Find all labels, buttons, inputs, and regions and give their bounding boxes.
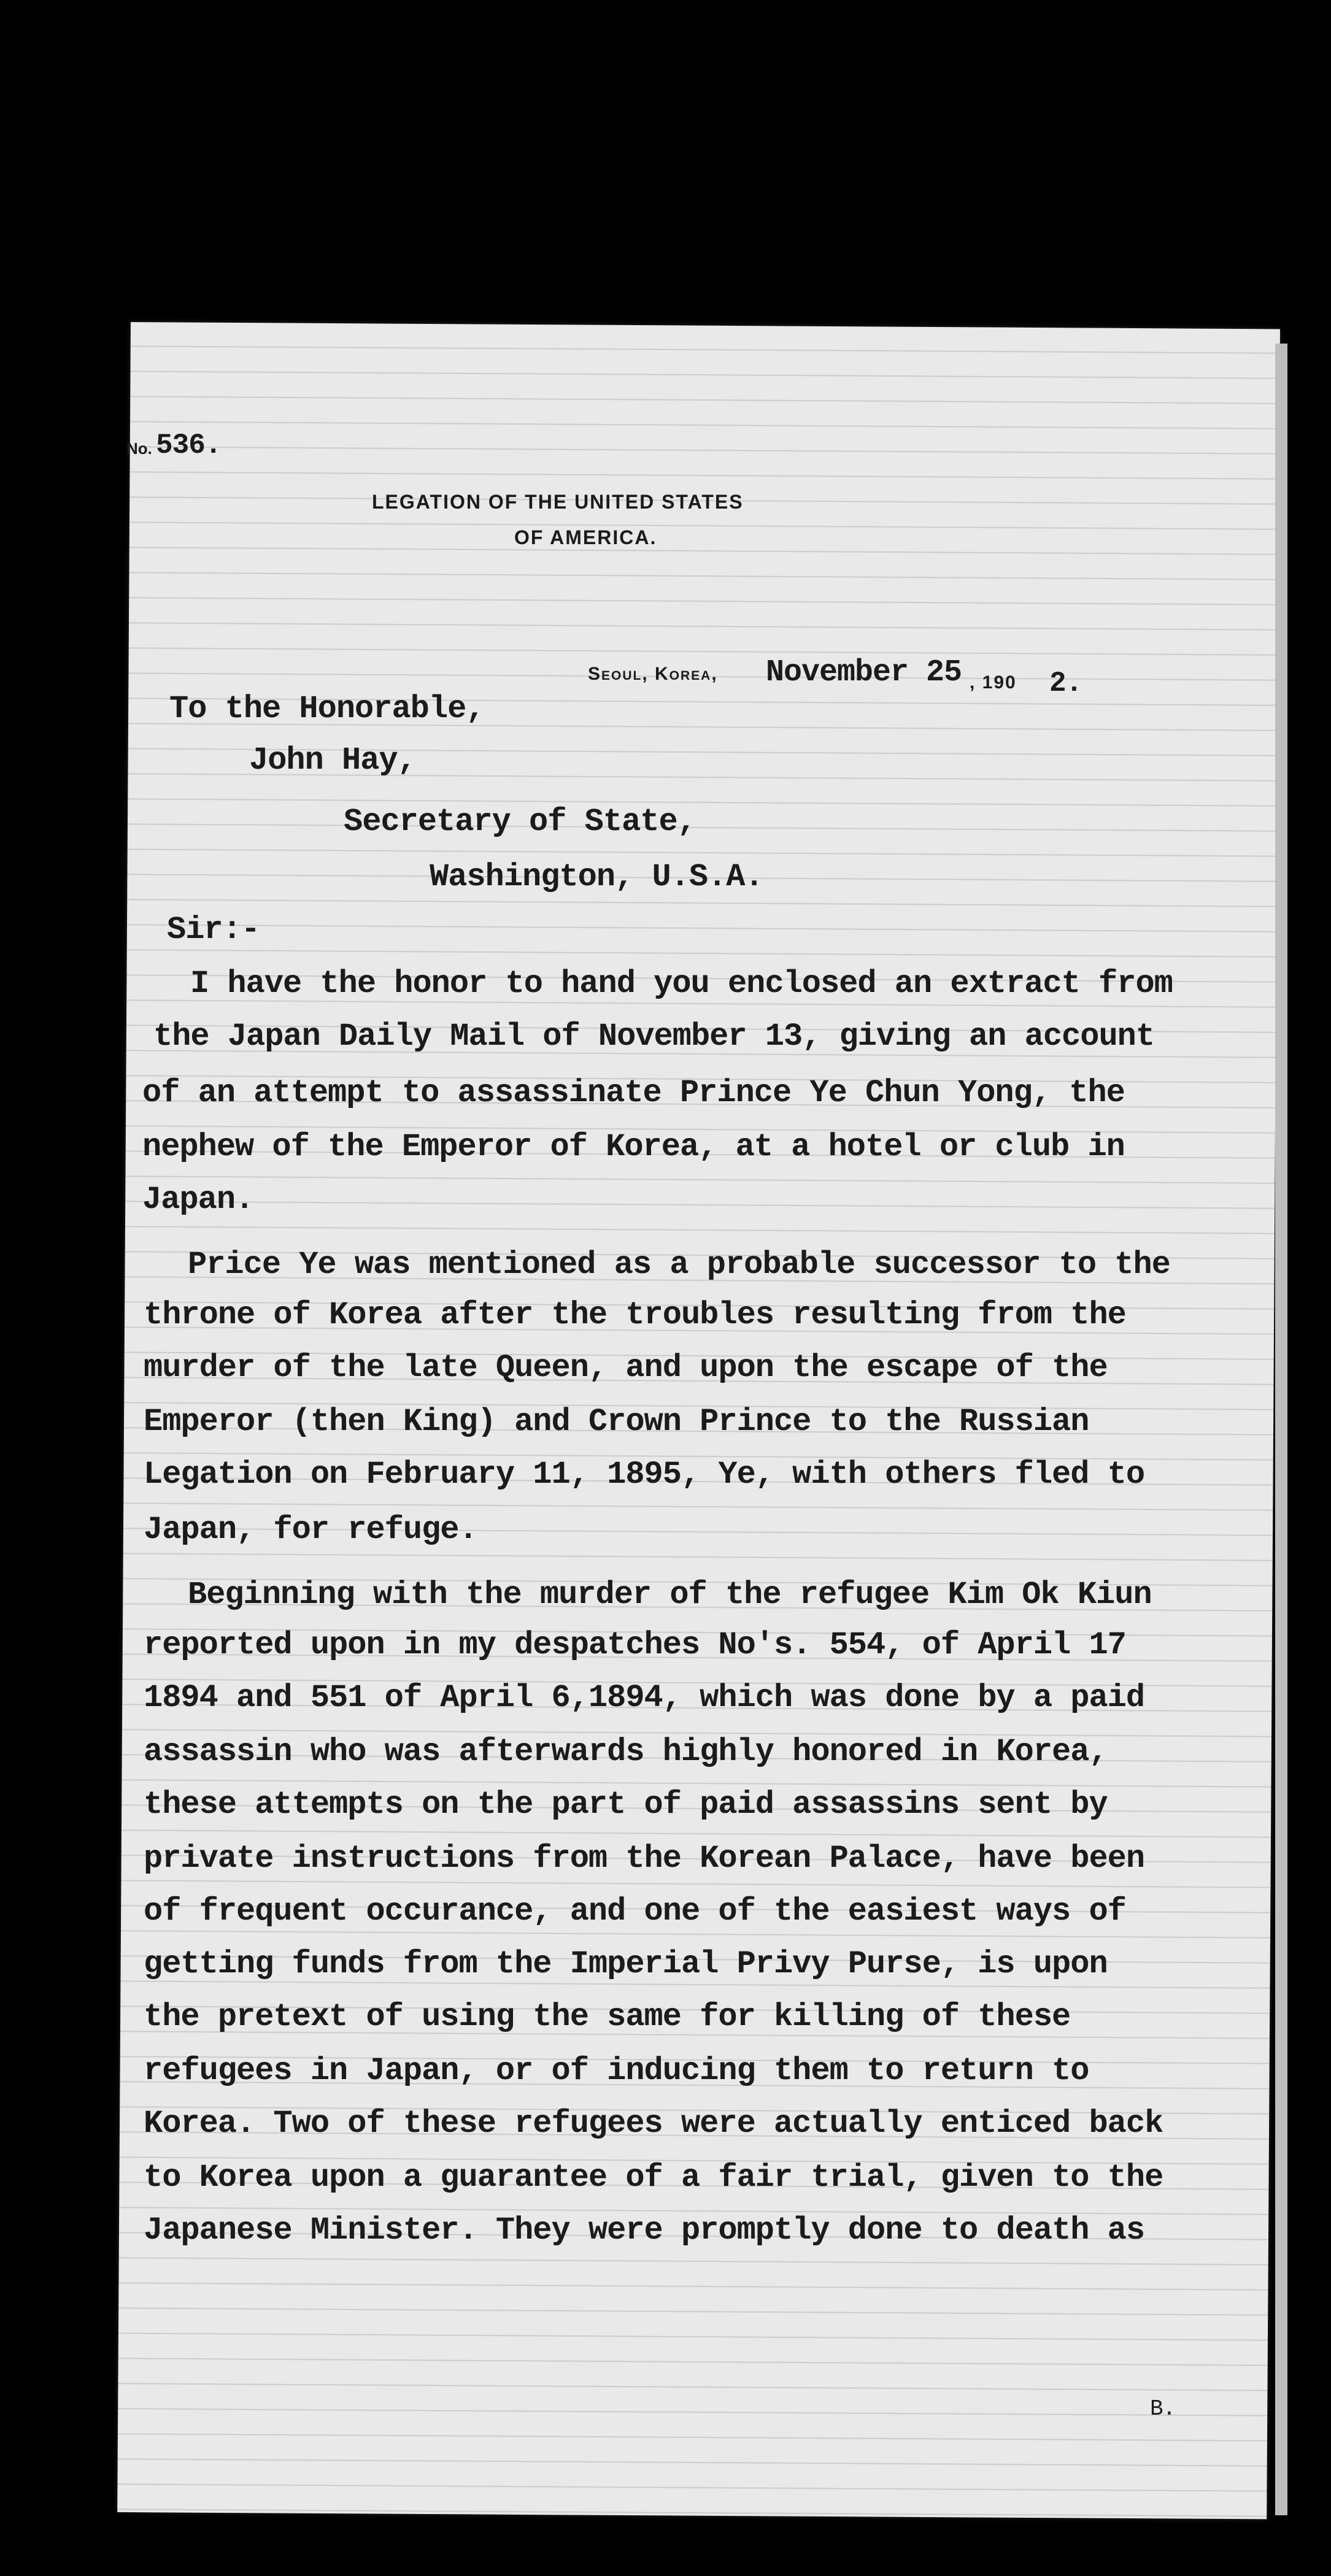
body-line: of an attempt to assassinate Prince Ye Chun Yong, the: [142, 1075, 1125, 1111]
body-line: murder of the late Queen, and upon the escape of the: [144, 1350, 1108, 1386]
body-line: Korea. Two of these refugees were actually enticed back: [144, 2105, 1163, 2142]
body-line: Beginning with the murder of the refugee Kim Ok Kiun: [188, 1577, 1152, 1613]
despatch-number: 536.: [156, 429, 222, 461]
letterhead-line-2: OF AMERICA.: [514, 526, 657, 548]
body-line: Japanese Minister. They were promptly done to death as: [144, 2212, 1145, 2248]
letterhead-line-1: LEGATION OF THE UNITED STATES: [372, 491, 744, 513]
body-line: Legation on February 11, 1895, Ye, with others fled to: [144, 1456, 1145, 1493]
letter-year-prefix: , 190: [970, 672, 1017, 693]
address-line-4: Washington, U.S.A.: [430, 859, 763, 895]
salutation: Sir:-: [167, 912, 260, 948]
letter-year-suffix: 2.: [1049, 667, 1082, 699]
body-line: these attempts on the part of paid assassins sent by: [144, 1786, 1108, 1823]
despatch-number-label: No.: [126, 439, 152, 458]
body-line: Price Ye was mentioned as a probable successor to the: [188, 1247, 1170, 1283]
address-line-2: John Hay,: [249, 742, 416, 779]
body-line: of frequent occurance, and one of the easiest ways of: [144, 1893, 1126, 1929]
footer-mark: B.: [1150, 2396, 1176, 2421]
body-line: Japan.: [142, 1182, 254, 1218]
address-line-1: To the Honorable,: [169, 691, 485, 727]
letter-date: November 25: [766, 655, 962, 690]
letter-place: Seoul, Korea,: [588, 664, 718, 684]
body-line: the pretext of using the same for killing of these: [144, 1999, 1071, 2035]
body-line: Emperor (then King) and Crown Prince to the Russian: [144, 1404, 1089, 1440]
body-line: getting funds from the Imperial Privy Purse, is upon: [144, 1946, 1108, 1982]
body-line: 1894 and 551 of April 6,1894, which was done by a paid: [144, 1680, 1145, 1716]
body-line: Japan, for refuge.: [144, 1512, 477, 1548]
body-line: nephew of the Emperor of Korea, at a hotel or club in: [142, 1129, 1125, 1165]
body-line: the Japan Daily Mail of November 13, giving an account: [153, 1018, 1155, 1055]
body-line: assassin who was afterwards highly honored in Korea,: [144, 1734, 1108, 1770]
body-line: reported upon in my despatches No's. 554, of April 17: [144, 1627, 1126, 1663]
body-line: throne of Korea after the troubles resulting from the: [144, 1297, 1126, 1333]
page-edge-shadow: [1275, 344, 1287, 2515]
body-line: private instructions from the Korean Palace, have been: [144, 1840, 1145, 1877]
body-line: I have the honor to hand you enclosed an extract from: [190, 966, 1173, 1002]
address-line-3: Secretary of State,: [344, 804, 696, 840]
body-line: to Korea upon a guarantee of a fair trial, given to the: [144, 2159, 1163, 2196]
body-line: refugees in Japan, or of inducing them to return to: [144, 2053, 1089, 2089]
